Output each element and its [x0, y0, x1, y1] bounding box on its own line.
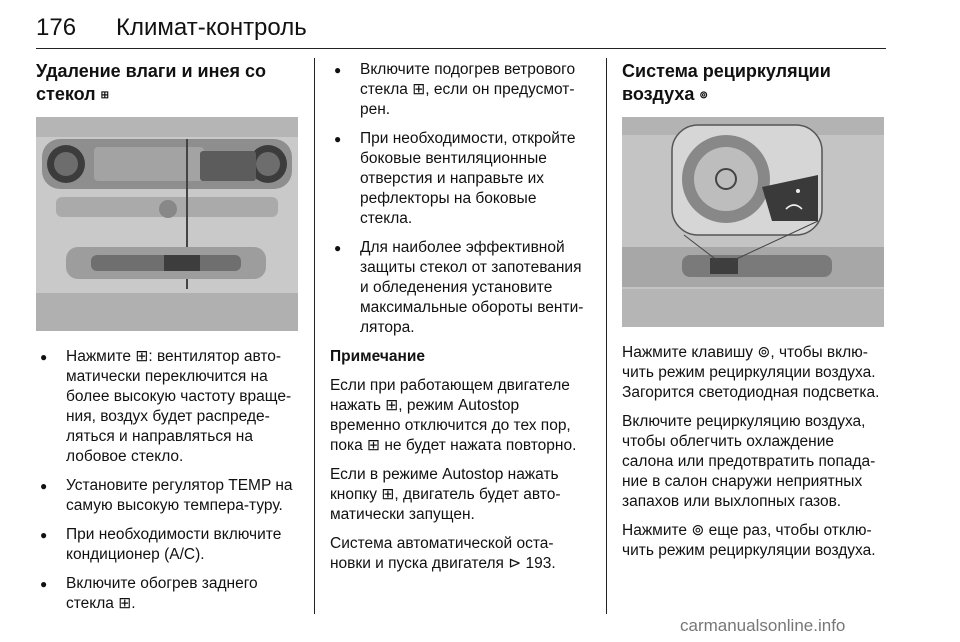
paragraph: Нажмите клавишу ⊚, чтобы вклю-чить режим рециркуляции воздуха. Загорится светодиодная подсветка. [622, 343, 880, 401]
paragraph: Включите рециркуляцию воздуха, чтобы облегчить охлаждение салона или предотвратить попада-ние в салон снаружи неприятных запахов или выхлопных газов. [622, 412, 876, 510]
paragraph: Система автоматической оста-новки и пуска двигателя ⊳ 193. [330, 535, 556, 572]
page-title: Климат-контроль [116, 14, 307, 41]
list-item: ● Установите регулятор TEMP на самую высокую темпера-туру. [36, 476, 298, 516]
climate-control-panel-photo [36, 117, 298, 331]
column-right [622, 60, 884, 570]
section-heading: Удаление влаги и инея со стекол ⊞ [36, 60, 298, 107]
list-item: ● При необходимости включите кондиционер (A/C). [36, 525, 298, 565]
page-header [36, 8, 886, 52]
column-divider [606, 58, 607, 614]
note-heading: Примечание [330, 348, 425, 365]
column-left [36, 60, 298, 623]
list-item: ● Включите подогрев ветрового стекла ⊞, если он предусмот-рен. [330, 60, 592, 120]
column-divider [314, 58, 315, 614]
watermark: carmanualsonline.info [680, 616, 846, 635]
page-number: 176 [36, 14, 77, 41]
list-item: ● Для наиболее эффективной защиты стекол от запотевания и обледенения установите максимальные обороты венти-лятора. [330, 238, 592, 338]
defrost-front-icon: ⊞ [100, 89, 109, 101]
list-item: ● При необходимости, откройте боковые вентиляционные отверстия и направьте их рефлекторы на боковые стекла. [330, 129, 592, 229]
paragraph: Нажмите ⊚ еще раз, чтобы отклю-чить режим рециркуляции воздуха. [622, 521, 876, 559]
recirculation-icon: ⊚ [699, 89, 708, 101]
column-middle [330, 60, 592, 583]
note-paragraph: Если при работающем двигателе нажать ⊞, режим Autostop временно отключится до тех пор, пока ⊞ не будет нажата повторно. [330, 377, 577, 454]
header-rule [36, 48, 886, 49]
note-paragraph: Если в режиме Autostop нажать кнопку ⊞, двигатель будет авто-матически запущен. [330, 466, 561, 523]
list-item: ● Нажмите ⊞: вентилятор авто-матически переключится на более высокую частоту враще-ния, воздух будет распреде-ляться и направляться на лобовое стекло. [36, 347, 298, 467]
section-heading: Система рециркуляции воздуха ⊚ [622, 60, 884, 107]
list-item: ● Включите обогрев заднего стекла ⊞. [36, 574, 298, 614]
recirculation-button-photo [622, 117, 884, 327]
